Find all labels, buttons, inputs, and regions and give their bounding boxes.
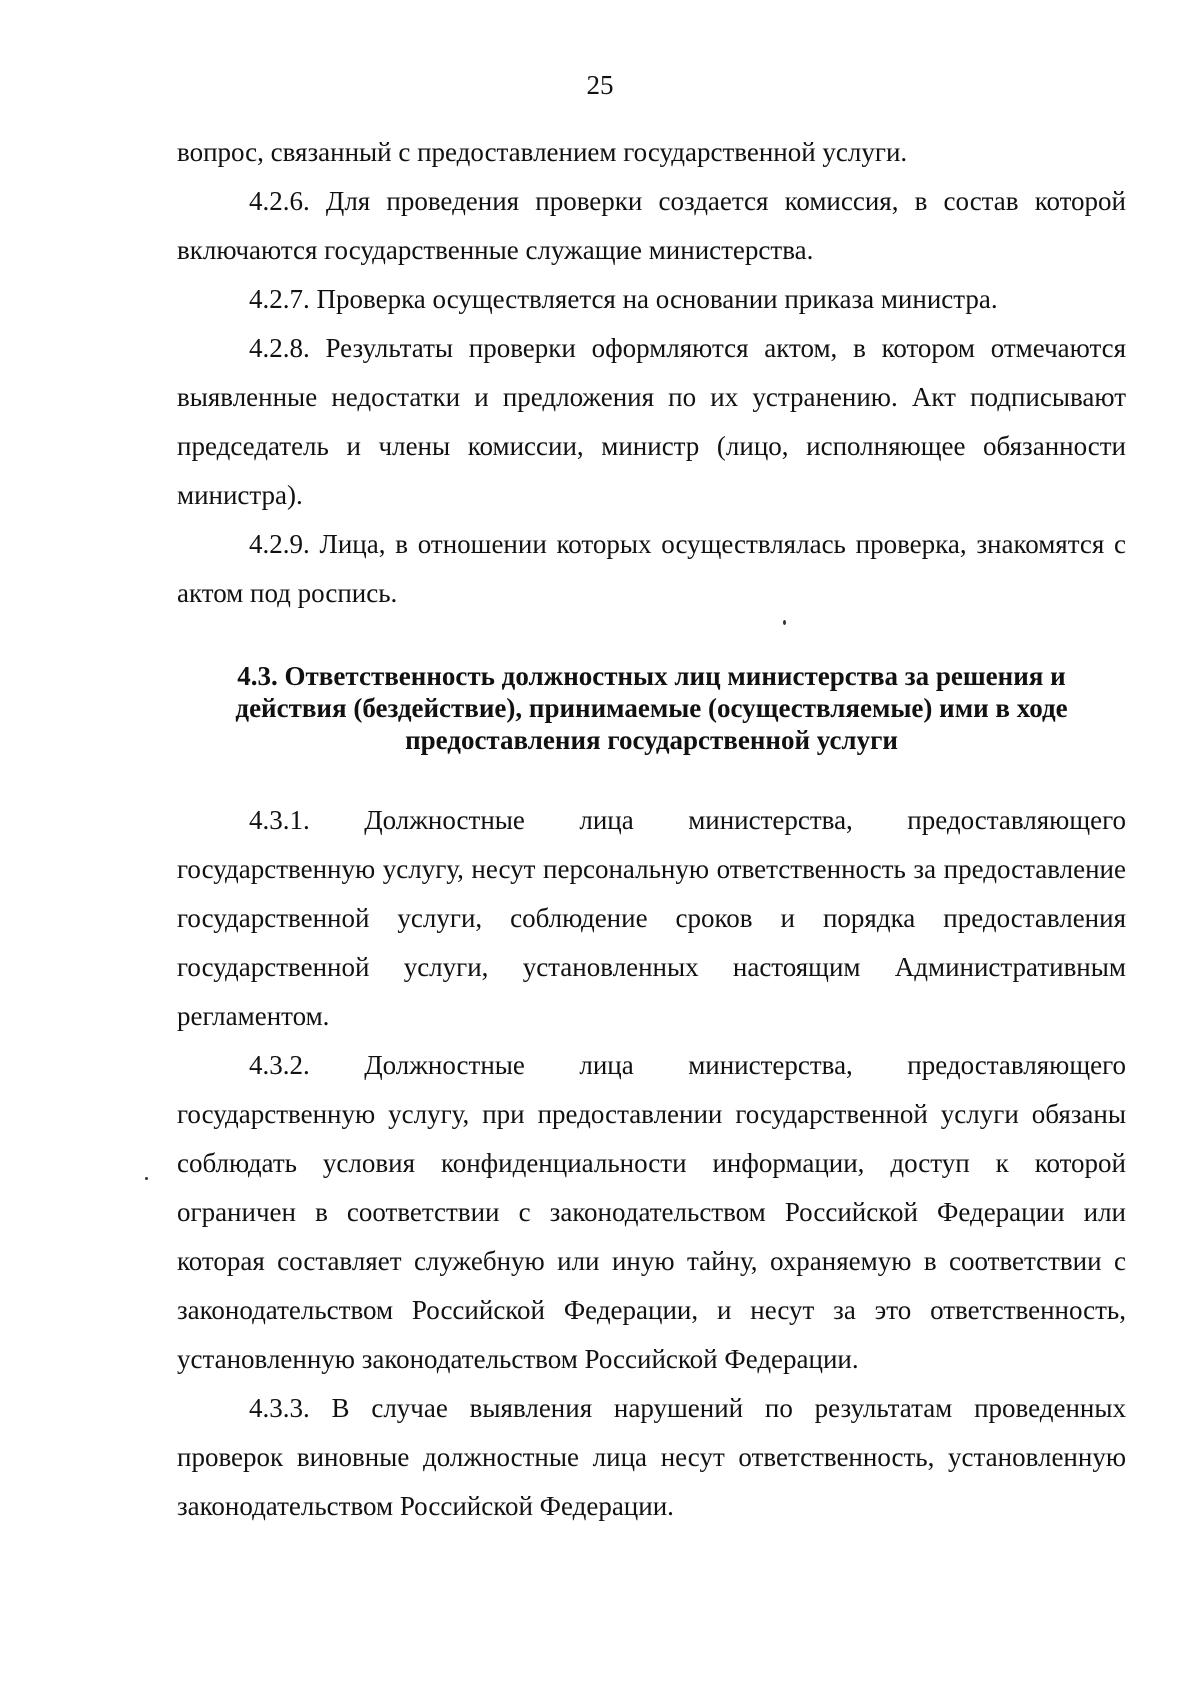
paragraph-continuation: вопрос, связанный с предоставлением государственной услуги.: [177, 137, 908, 167]
paragraph-4-2-9: 4.2.9. Лица, в отношении которых осуществлялась проверка, знакомятся с актом под роспись.: [177, 529, 1126, 608]
paragraph-4-2-8: 4.2.8. Результаты проверки оформляются актом, в котором отмечаются выявленные недостатки и предложения по их устранению. Акт подписывают председатель и члены комиссии, министр (лицо, исполняющее обязанности министра).: [177, 333, 1126, 510]
paragraph-4-2-7: 4.2.7. Проверка осуществляется на основании приказа министра.: [249, 284, 998, 314]
document-body: [177, 128, 1126, 1531]
paragraph-4-3-2: 4.3.2. Должностные лица министерства, предоставляющего государственную услугу, при предоставлении государственной услуги обязаны соблюдать условия конфиденциальности информации, доступ к которой ограничен в соответствии с законодательством Российской Федерации или которая составляет служебную или иную тайну, охраняемую в соответствии с законодательством Российской Федерации, и несут за это ответственность, установленную законодательством Российской Федерации.: [177, 1050, 1126, 1374]
section-heading-4-3: 4.3. Ответственность должностных лиц министерства за решения и действия (бездействие), принимаемые (осуществляемые) ими в ходе предоставления государственной услуги: [235, 661, 1068, 755]
scan-speck: [783, 620, 786, 625]
paragraph-4-2-6: 4.2.6. Для проведения проверки создается комиссия, в состав которой включаются государственные служащие министерства.: [177, 186, 1126, 265]
page-number: 25: [586, 70, 614, 100]
section-spacer: [177, 756, 1126, 796]
paragraph-4-3-3: 4.3.3. В случае выявления нарушений по результатам проведенных проверок виновные должностные лица несут ответственность, установленную законодательством Российской Федерации.: [177, 1393, 1126, 1521]
scan-speck: [145, 1177, 148, 1180]
section-spacer: [177, 618, 1126, 660]
paragraph-4-3-1: 4.3.1. Должностные лица министерства, предоставляющего государственную услугу, несут персональную ответственность за предоставление государственной услуги, соблюдение сроков и порядка предоставления государственной услуги, установленных настоящим Административным регламентом.: [177, 805, 1126, 1031]
